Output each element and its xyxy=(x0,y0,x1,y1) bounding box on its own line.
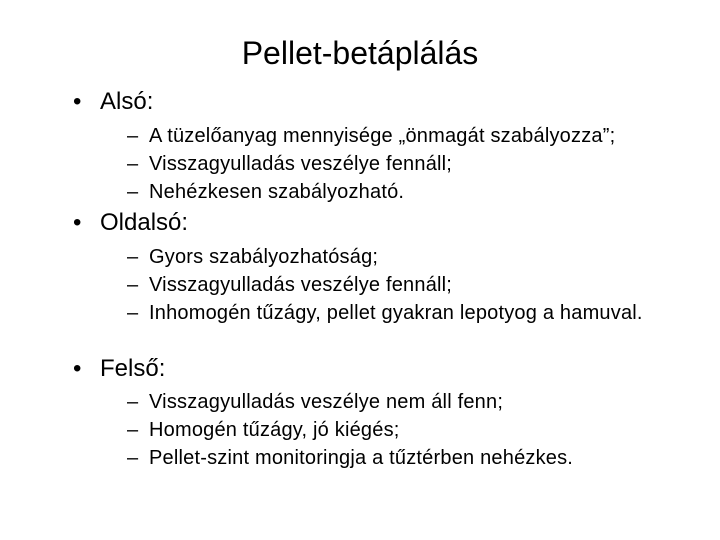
sub-item xyxy=(127,446,644,470)
bullet-felso xyxy=(73,354,165,384)
sub-item xyxy=(127,180,644,204)
sub-item xyxy=(127,301,644,325)
sub-item xyxy=(127,245,644,269)
sub-item-text: Visszagyulladás veszélye fennáll; xyxy=(149,153,453,175)
sub-item-text: Visszagyulladás veszélye nem áll fenn; xyxy=(149,391,504,413)
dash-marker: – xyxy=(127,246,139,268)
bullet-marker: • xyxy=(73,355,82,382)
sub-item-text: A tüzelőanyag mennyisége „önmagát szabályozza”; xyxy=(149,125,616,147)
dash-marker: – xyxy=(127,125,139,147)
sub-item xyxy=(127,273,644,297)
dash-marker: – xyxy=(127,447,139,469)
bullet-heading: Oldalsó: xyxy=(100,209,189,236)
dash-marker: – xyxy=(127,181,139,203)
dash-marker: – xyxy=(127,274,139,296)
bullet-heading: Felső: xyxy=(100,355,166,382)
slide-title: Pellet-betáplálás xyxy=(241,35,479,71)
bullet-also xyxy=(73,87,153,117)
sub-item xyxy=(127,418,644,442)
bullet-oldalso xyxy=(73,208,188,238)
dash-marker: – xyxy=(127,419,139,441)
sub-item xyxy=(127,152,644,176)
sub-item-text: Pellet-szint monitoringja a tűztérben nehézkes. xyxy=(149,447,574,469)
sub-item-text: Nehézkesen szabályozható. xyxy=(149,181,405,203)
dash-marker: – xyxy=(127,302,139,324)
bullet-heading: Alsó: xyxy=(100,88,154,115)
bullet-marker: • xyxy=(73,88,82,115)
sub-item xyxy=(127,390,644,414)
sub-item-text: Homogén tűzágy, jó kiégés; xyxy=(149,419,400,441)
sub-item-text: Gyors szabályozhatóság; xyxy=(149,246,379,268)
dash-marker: – xyxy=(127,391,139,413)
sub-item-text: Inhomogén tűzágy, pellet gyakran lepotyog a hamuval. xyxy=(149,302,643,324)
sub-item xyxy=(127,124,644,148)
dash-marker: – xyxy=(127,153,139,175)
sub-item-text: Visszagyulladás veszélye fennáll; xyxy=(149,274,453,296)
bullet-marker: • xyxy=(73,209,82,236)
